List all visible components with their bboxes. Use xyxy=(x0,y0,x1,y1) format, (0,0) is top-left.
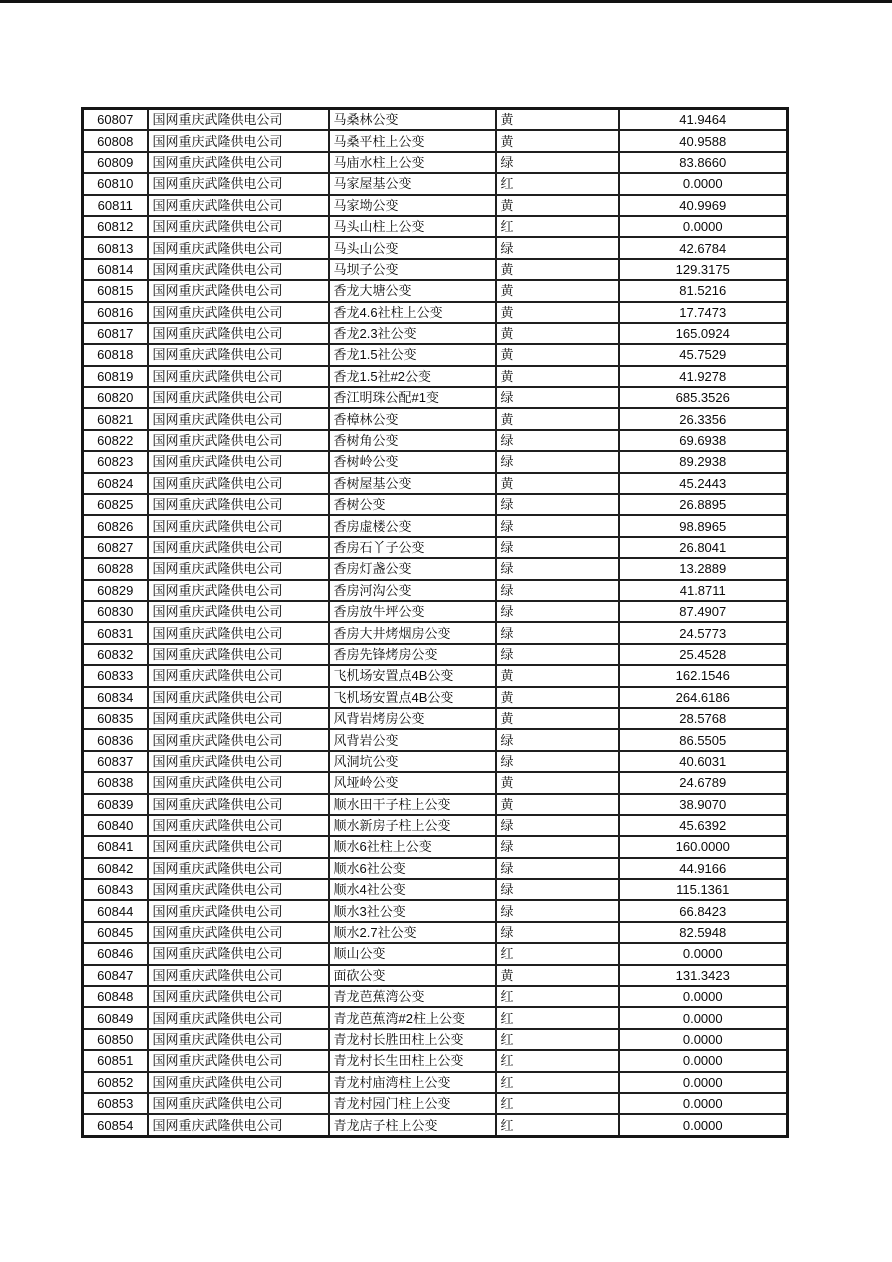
table-row xyxy=(83,836,788,857)
cell-station[interactable]: 马家屋基公变 xyxy=(329,173,496,194)
cell-value[interactable]: 87.4907 xyxy=(619,601,788,622)
cell-company[interactable]: 国网重庆武隆供电公司 xyxy=(148,922,329,943)
cell-status[interactable]: 红 xyxy=(496,173,619,194)
cell-company[interactable]: 国网重庆武隆供电公司 xyxy=(148,237,329,258)
cell-station[interactable]: 顺水6社公变 xyxy=(329,858,496,879)
table-row xyxy=(83,943,788,964)
cell-status[interactable]: 红 xyxy=(496,986,619,1007)
cell-status[interactable]: 黄 xyxy=(496,772,619,793)
cell-value[interactable]: 0.0000 xyxy=(619,1114,788,1136)
cell-status[interactable]: 黄 xyxy=(496,280,619,301)
cell-id[interactable]: 60845 xyxy=(83,922,148,943)
cell-id[interactable]: 60823 xyxy=(83,451,148,472)
table-row xyxy=(83,130,788,151)
cell-value[interactable]: 98.8965 xyxy=(619,515,788,536)
cell-company[interactable]: 国网重庆武隆供电公司 xyxy=(148,344,329,365)
cell-station[interactable]: 面砍公变 xyxy=(329,965,496,986)
cell-status[interactable]: 红 xyxy=(496,1072,619,1093)
cell-station[interactable]: 马庙水柱上公变 xyxy=(329,152,496,173)
table-row xyxy=(83,451,788,472)
transformer-data-table xyxy=(81,107,789,1138)
cell-value[interactable]: 17.7473 xyxy=(619,302,788,323)
cell-status[interactable]: 绿 xyxy=(496,900,619,921)
cell-company[interactable]: 国网重庆武隆供电公司 xyxy=(148,1050,329,1071)
cell-station[interactable]: 青龙店子柱上公变 xyxy=(329,1114,496,1136)
cell-status[interactable]: 绿 xyxy=(496,580,619,601)
table-row xyxy=(83,879,788,900)
cell-station[interactable]: 香树岭公变 xyxy=(329,451,496,472)
cell-status[interactable]: 绿 xyxy=(496,815,619,836)
cell-value[interactable]: 0.0000 xyxy=(619,986,788,1007)
cell-station[interactable]: 香房大井烤烟房公变 xyxy=(329,622,496,643)
cell-value[interactable]: 28.5768 xyxy=(619,708,788,729)
cell-id[interactable]: 60841 xyxy=(83,836,148,857)
cell-id[interactable]: 60819 xyxy=(83,366,148,387)
cell-id[interactable]: 60846 xyxy=(83,943,148,964)
cell-value[interactable]: 131.3423 xyxy=(619,965,788,986)
cell-station[interactable]: 顺水2.7社公变 xyxy=(329,922,496,943)
cell-company[interactable]: 国网重庆武隆供电公司 xyxy=(148,943,329,964)
cell-value[interactable]: 0.0000 xyxy=(619,1050,788,1071)
cell-id[interactable]: 60848 xyxy=(83,986,148,1007)
cell-company[interactable]: 国网重庆武隆供电公司 xyxy=(148,794,329,815)
cell-station[interactable]: 飞机场安置点4B公变 xyxy=(329,665,496,686)
cell-value[interactable]: 0.0000 xyxy=(619,943,788,964)
cell-value[interactable]: 165.0924 xyxy=(619,323,788,344)
cell-id[interactable]: 60814 xyxy=(83,259,148,280)
table-row xyxy=(83,237,788,258)
table-row xyxy=(83,152,788,173)
cell-company[interactable]: 国网重庆武隆供电公司 xyxy=(148,772,329,793)
table-row xyxy=(83,323,788,344)
cell-value[interactable]: 86.5505 xyxy=(619,729,788,750)
table-row xyxy=(83,515,788,536)
table-row xyxy=(83,1007,788,1028)
cell-status[interactable]: 绿 xyxy=(496,537,619,558)
cell-station[interactable]: 青龙村庙湾柱上公变 xyxy=(329,1072,496,1093)
cell-id[interactable]: 60822 xyxy=(83,430,148,451)
cell-station[interactable]: 香樟林公变 xyxy=(329,408,496,429)
cell-id[interactable]: 60807 xyxy=(83,109,148,131)
cell-company[interactable]: 国网重庆武隆供电公司 xyxy=(148,879,329,900)
cell-company[interactable]: 国网重庆武隆供电公司 xyxy=(148,858,329,879)
cell-status[interactable]: 绿 xyxy=(496,622,619,643)
cell-status[interactable]: 绿 xyxy=(496,237,619,258)
cell-value[interactable]: 13.2889 xyxy=(619,558,788,579)
cell-station[interactable]: 香房灯盏公变 xyxy=(329,558,496,579)
cell-station[interactable]: 香江明珠公配#1变 xyxy=(329,387,496,408)
cell-status[interactable]: 黄 xyxy=(496,473,619,494)
cell-value[interactable]: 69.6938 xyxy=(619,430,788,451)
cell-company[interactable]: 国网重庆武隆供电公司 xyxy=(148,751,329,772)
cell-company[interactable]: 国网重庆武隆供电公司 xyxy=(148,537,329,558)
cell-id[interactable]: 60844 xyxy=(83,900,148,921)
table-row xyxy=(83,494,788,515)
cell-value[interactable]: 40.6031 xyxy=(619,751,788,772)
cell-id[interactable]: 60826 xyxy=(83,515,148,536)
cell-value[interactable]: 45.6392 xyxy=(619,815,788,836)
cell-company[interactable]: 国网重庆武隆供电公司 xyxy=(148,173,329,194)
cell-value[interactable]: 129.3175 xyxy=(619,259,788,280)
cell-station[interactable]: 马桑林公变 xyxy=(329,109,496,131)
cell-station[interactable]: 青龙芭蕉湾#2柱上公变 xyxy=(329,1007,496,1028)
cell-value[interactable]: 41.8711 xyxy=(619,580,788,601)
cell-status[interactable]: 红 xyxy=(496,1029,619,1050)
table-row xyxy=(83,109,788,131)
cell-station[interactable]: 香房石丫子公变 xyxy=(329,537,496,558)
cell-status[interactable]: 黄 xyxy=(496,344,619,365)
table-row xyxy=(83,302,788,323)
cell-id[interactable]: 60810 xyxy=(83,173,148,194)
table-row xyxy=(83,1029,788,1050)
table-row xyxy=(83,900,788,921)
cell-status[interactable]: 红 xyxy=(496,1050,619,1071)
cell-company[interactable]: 国网重庆武隆供电公司 xyxy=(148,986,329,1007)
cell-status[interactable]: 绿 xyxy=(496,879,619,900)
cell-company[interactable]: 国网重庆武隆供电公司 xyxy=(148,515,329,536)
cell-id[interactable]: 60808 xyxy=(83,130,148,151)
cell-station[interactable]: 青龙村长胜田柱上公变 xyxy=(329,1029,496,1050)
table-row xyxy=(83,965,788,986)
cell-id[interactable]: 60853 xyxy=(83,1093,148,1114)
cell-status[interactable]: 绿 xyxy=(496,515,619,536)
cell-id[interactable]: 60843 xyxy=(83,879,148,900)
cell-status[interactable]: 黄 xyxy=(496,687,619,708)
cell-station[interactable]: 顺山公变 xyxy=(329,943,496,964)
table-row xyxy=(83,366,788,387)
table-row xyxy=(83,259,788,280)
cell-company[interactable]: 国网重庆武隆供电公司 xyxy=(148,109,329,131)
cell-station[interactable]: 顺水田干子柱上公变 xyxy=(329,794,496,815)
cell-value[interactable]: 44.9166 xyxy=(619,858,788,879)
cell-status[interactable]: 红 xyxy=(496,1093,619,1114)
cell-station[interactable]: 青龙村园门柱上公变 xyxy=(329,1093,496,1114)
cell-id[interactable]: 60815 xyxy=(83,280,148,301)
table-row xyxy=(83,601,788,622)
cell-id[interactable]: 60833 xyxy=(83,665,148,686)
cell-value[interactable]: 162.1546 xyxy=(619,665,788,686)
table-row xyxy=(83,344,788,365)
cell-station[interactable]: 香龙1.5社公变 xyxy=(329,344,496,365)
table-row xyxy=(83,1072,788,1093)
table-row xyxy=(83,922,788,943)
cell-id[interactable]: 60831 xyxy=(83,622,148,643)
cell-status[interactable]: 黄 xyxy=(496,408,619,429)
cell-station[interactable]: 香房虚楼公变 xyxy=(329,515,496,536)
cell-station[interactable]: 马头山柱上公变 xyxy=(329,216,496,237)
cell-id[interactable]: 60832 xyxy=(83,644,148,665)
cell-station[interactable]: 顺水4社公变 xyxy=(329,879,496,900)
cell-station[interactable]: 风背岩烤房公变 xyxy=(329,708,496,729)
cell-company[interactable]: 国网重庆武隆供电公司 xyxy=(148,216,329,237)
cell-value[interactable]: 41.9278 xyxy=(619,366,788,387)
cell-value[interactable]: 0.0000 xyxy=(619,216,788,237)
cell-station[interactable]: 香树角公变 xyxy=(329,430,496,451)
table-row xyxy=(83,280,788,301)
cell-status[interactable]: 黄 xyxy=(496,323,619,344)
table-row xyxy=(83,644,788,665)
cell-company[interactable]: 国网重庆武隆供电公司 xyxy=(148,1007,329,1028)
cell-status[interactable]: 绿 xyxy=(496,430,619,451)
cell-id[interactable]: 60849 xyxy=(83,1007,148,1028)
table-row xyxy=(83,751,788,772)
table-row xyxy=(83,387,788,408)
table-row xyxy=(83,537,788,558)
cell-id[interactable]: 60824 xyxy=(83,473,148,494)
cell-status[interactable]: 绿 xyxy=(496,644,619,665)
cell-status[interactable]: 红 xyxy=(496,216,619,237)
cell-company[interactable]: 国网重庆武隆供电公司 xyxy=(148,1114,329,1136)
cell-value[interactable]: 40.9588 xyxy=(619,130,788,151)
cell-id[interactable]: 60828 xyxy=(83,558,148,579)
cell-company[interactable]: 国网重庆武隆供电公司 xyxy=(148,687,329,708)
cell-status[interactable]: 绿 xyxy=(496,494,619,515)
cell-value[interactable]: 45.2443 xyxy=(619,473,788,494)
cell-company[interactable]: 国网重庆武隆供电公司 xyxy=(148,130,329,151)
cell-status[interactable]: 绿 xyxy=(496,922,619,943)
table-row xyxy=(83,408,788,429)
cell-company[interactable]: 国网重庆武隆供电公司 xyxy=(148,408,329,429)
cell-value[interactable]: 26.8895 xyxy=(619,494,788,515)
cell-company[interactable]: 国网重庆武隆供电公司 xyxy=(148,195,329,216)
cell-value[interactable]: 26.3356 xyxy=(619,408,788,429)
cell-company[interactable]: 国网重庆武隆供电公司 xyxy=(148,965,329,986)
cell-station[interactable]: 马头山公变 xyxy=(329,237,496,258)
table-row xyxy=(83,1050,788,1071)
table-row xyxy=(83,473,788,494)
cell-value[interactable]: 24.6789 xyxy=(619,772,788,793)
cell-id[interactable]: 60809 xyxy=(83,152,148,173)
cell-id[interactable]: 60830 xyxy=(83,601,148,622)
cell-id[interactable]: 60817 xyxy=(83,323,148,344)
cell-id[interactable]: 60842 xyxy=(83,858,148,879)
cell-company[interactable]: 国网重庆武隆供电公司 xyxy=(148,152,329,173)
table-row xyxy=(83,772,788,793)
cell-id[interactable]: 60839 xyxy=(83,794,148,815)
cell-company[interactable]: 国网重庆武隆供电公司 xyxy=(148,387,329,408)
table-row xyxy=(83,558,788,579)
cell-company[interactable]: 国网重庆武隆供电公司 xyxy=(148,729,329,750)
cell-station[interactable]: 香房放牛坪公变 xyxy=(329,601,496,622)
cell-value[interactable]: 45.7529 xyxy=(619,344,788,365)
cell-status[interactable]: 红 xyxy=(496,1007,619,1028)
table-row xyxy=(83,1114,788,1136)
cell-station[interactable]: 青龙村长生田柱上公变 xyxy=(329,1050,496,1071)
cell-id[interactable]: 60811 xyxy=(83,195,148,216)
cell-status[interactable]: 黄 xyxy=(496,195,619,216)
cell-company[interactable]: 国网重庆武隆供电公司 xyxy=(148,494,329,515)
window-top-edge xyxy=(0,0,892,3)
table-row xyxy=(83,687,788,708)
cell-value[interactable]: 0.0000 xyxy=(619,1029,788,1050)
cell-status[interactable]: 绿 xyxy=(496,858,619,879)
cell-station[interactable]: 香树屋基公变 xyxy=(329,473,496,494)
cell-company[interactable]: 国网重庆武隆供电公司 xyxy=(148,665,329,686)
cell-station[interactable]: 香房河沟公变 xyxy=(329,580,496,601)
cell-status[interactable]: 黄 xyxy=(496,965,619,986)
cell-value[interactable]: 89.2938 xyxy=(619,451,788,472)
cell-id[interactable]: 60854 xyxy=(83,1114,148,1136)
cell-id[interactable]: 60851 xyxy=(83,1050,148,1071)
cell-status[interactable]: 红 xyxy=(496,1114,619,1136)
cell-id[interactable]: 60818 xyxy=(83,344,148,365)
cell-id[interactable]: 60827 xyxy=(83,537,148,558)
cell-id[interactable]: 60837 xyxy=(83,751,148,772)
table-row xyxy=(83,173,788,194)
cell-company[interactable]: 国网重庆武隆供电公司 xyxy=(148,1029,329,1050)
cell-station[interactable]: 青龙芭蕉湾公变 xyxy=(329,986,496,1007)
cell-station[interactable]: 顺水新房子柱上公变 xyxy=(329,815,496,836)
cell-station[interactable]: 风背岩公变 xyxy=(329,729,496,750)
cell-station[interactable]: 香龙4.6社柱上公变 xyxy=(329,302,496,323)
cell-id[interactable]: 60834 xyxy=(83,687,148,708)
cell-value[interactable]: 40.9969 xyxy=(619,195,788,216)
cell-id[interactable]: 60821 xyxy=(83,408,148,429)
cell-company[interactable]: 国网重庆武隆供电公司 xyxy=(148,1072,329,1093)
cell-company[interactable]: 国网重庆武隆供电公司 xyxy=(148,302,329,323)
cell-company[interactable]: 国网重庆武隆供电公司 xyxy=(148,473,329,494)
cell-company[interactable]: 国网重庆武隆供电公司 xyxy=(148,280,329,301)
cell-station[interactable]: 顺水3社公变 xyxy=(329,900,496,921)
cell-company[interactable]: 国网重庆武隆供电公司 xyxy=(148,259,329,280)
cell-id[interactable]: 60840 xyxy=(83,815,148,836)
cell-status[interactable]: 黄 xyxy=(496,708,619,729)
cell-company[interactable]: 国网重庆武隆供电公司 xyxy=(148,580,329,601)
cell-station[interactable]: 风垭岭公变 xyxy=(329,772,496,793)
cell-value[interactable]: 41.9464 xyxy=(619,109,788,131)
table-row xyxy=(83,1093,788,1114)
cell-value[interactable]: 42.6784 xyxy=(619,237,788,258)
table-row xyxy=(83,858,788,879)
cell-id[interactable]: 60850 xyxy=(83,1029,148,1050)
cell-value[interactable]: 83.8660 xyxy=(619,152,788,173)
cell-station[interactable]: 香房先锋烤房公变 xyxy=(329,644,496,665)
cell-value[interactable]: 0.0000 xyxy=(619,1093,788,1114)
cell-station[interactable]: 风洞坑公变 xyxy=(329,751,496,772)
cell-station[interactable]: 马坝子公变 xyxy=(329,259,496,280)
table-row xyxy=(83,815,788,836)
cell-station[interactable]: 飞机场安置点4B公变 xyxy=(329,687,496,708)
cell-status[interactable]: 黄 xyxy=(496,366,619,387)
table-row xyxy=(83,986,788,1007)
cell-company[interactable]: 国网重庆武隆供电公司 xyxy=(148,430,329,451)
cell-status[interactable]: 黄 xyxy=(496,794,619,815)
table-row xyxy=(83,195,788,216)
cell-station[interactable]: 马家坳公变 xyxy=(329,195,496,216)
cell-id[interactable]: 60836 xyxy=(83,729,148,750)
cell-company[interactable]: 国网重庆武隆供电公司 xyxy=(148,815,329,836)
cell-value[interactable]: 25.4528 xyxy=(619,644,788,665)
table-row xyxy=(83,665,788,686)
cell-value[interactable]: 82.5948 xyxy=(619,922,788,943)
cell-id[interactable]: 60825 xyxy=(83,494,148,515)
table-row xyxy=(83,729,788,750)
cell-status[interactable]: 黄 xyxy=(496,665,619,686)
cell-status[interactable]: 黄 xyxy=(496,302,619,323)
cell-company[interactable]: 国网重庆武隆供电公司 xyxy=(148,708,329,729)
cell-value[interactable]: 115.1361 xyxy=(619,879,788,900)
cell-id[interactable]: 60820 xyxy=(83,387,148,408)
transformer-table-body xyxy=(83,109,788,1137)
table-row xyxy=(83,430,788,451)
cell-station[interactable]: 马桑平柱上公变 xyxy=(329,130,496,151)
table-row xyxy=(83,622,788,643)
cell-status[interactable]: 绿 xyxy=(496,836,619,857)
cell-value[interactable]: 38.9070 xyxy=(619,794,788,815)
cell-station[interactable]: 香龙2.3社公变 xyxy=(329,323,496,344)
cell-status[interactable]: 绿 xyxy=(496,558,619,579)
table-row xyxy=(83,216,788,237)
cell-company[interactable]: 国网重庆武隆供电公司 xyxy=(148,323,329,344)
cell-id[interactable]: 60847 xyxy=(83,965,148,986)
cell-company[interactable]: 国网重庆武隆供电公司 xyxy=(148,558,329,579)
cell-company[interactable]: 国网重庆武隆供电公司 xyxy=(148,900,329,921)
cell-value[interactable]: 160.0000 xyxy=(619,836,788,857)
cell-station[interactable]: 香树公变 xyxy=(329,494,496,515)
cell-status[interactable]: 绿 xyxy=(496,751,619,772)
cell-status[interactable]: 绿 xyxy=(496,387,619,408)
table-row xyxy=(83,580,788,601)
table-row xyxy=(83,708,788,729)
cell-company[interactable]: 国网重庆武隆供电公司 xyxy=(148,622,329,643)
cell-value[interactable]: 0.0000 xyxy=(619,1072,788,1093)
cell-value[interactable]: 66.8423 xyxy=(619,900,788,921)
cell-value[interactable]: 264.6186 xyxy=(619,687,788,708)
cell-id[interactable]: 60813 xyxy=(83,237,148,258)
table-row xyxy=(83,794,788,815)
cell-company[interactable]: 国网重庆武隆供电公司 xyxy=(148,451,329,472)
cell-company[interactable]: 国网重庆武隆供电公司 xyxy=(148,601,329,622)
cell-status[interactable]: 红 xyxy=(496,943,619,964)
cell-value[interactable]: 81.5216 xyxy=(619,280,788,301)
cell-status[interactable]: 绿 xyxy=(496,451,619,472)
cell-company[interactable]: 国网重庆武隆供电公司 xyxy=(148,836,329,857)
cell-station[interactable]: 香龙1.5社#2公变 xyxy=(329,366,496,387)
cell-id[interactable]: 60812 xyxy=(83,216,148,237)
cell-value[interactable]: 26.8041 xyxy=(619,537,788,558)
cell-value[interactable]: 685.3526 xyxy=(619,387,788,408)
cell-id[interactable]: 60838 xyxy=(83,772,148,793)
cell-company[interactable]: 国网重庆武隆供电公司 xyxy=(148,366,329,387)
cell-value[interactable]: 24.5773 xyxy=(619,622,788,643)
cell-status[interactable]: 绿 xyxy=(496,152,619,173)
cell-status[interactable]: 绿 xyxy=(496,729,619,750)
cell-station[interactable]: 香龙大塘公变 xyxy=(329,280,496,301)
cell-id[interactable]: 60852 xyxy=(83,1072,148,1093)
cell-company[interactable]: 国网重庆武隆供电公司 xyxy=(148,644,329,665)
cell-status[interactable]: 黄 xyxy=(496,130,619,151)
cell-company[interactable]: 国网重庆武隆供电公司 xyxy=(148,1093,329,1114)
cell-status[interactable]: 黄 xyxy=(496,109,619,131)
cell-value[interactable]: 0.0000 xyxy=(619,173,788,194)
cell-status[interactable]: 绿 xyxy=(496,601,619,622)
cell-station[interactable]: 顺水6社柱上公变 xyxy=(329,836,496,857)
cell-id[interactable]: 60835 xyxy=(83,708,148,729)
cell-value[interactable]: 0.0000 xyxy=(619,1007,788,1028)
cell-status[interactable]: 黄 xyxy=(496,259,619,280)
cell-id[interactable]: 60829 xyxy=(83,580,148,601)
cell-id[interactable]: 60816 xyxy=(83,302,148,323)
